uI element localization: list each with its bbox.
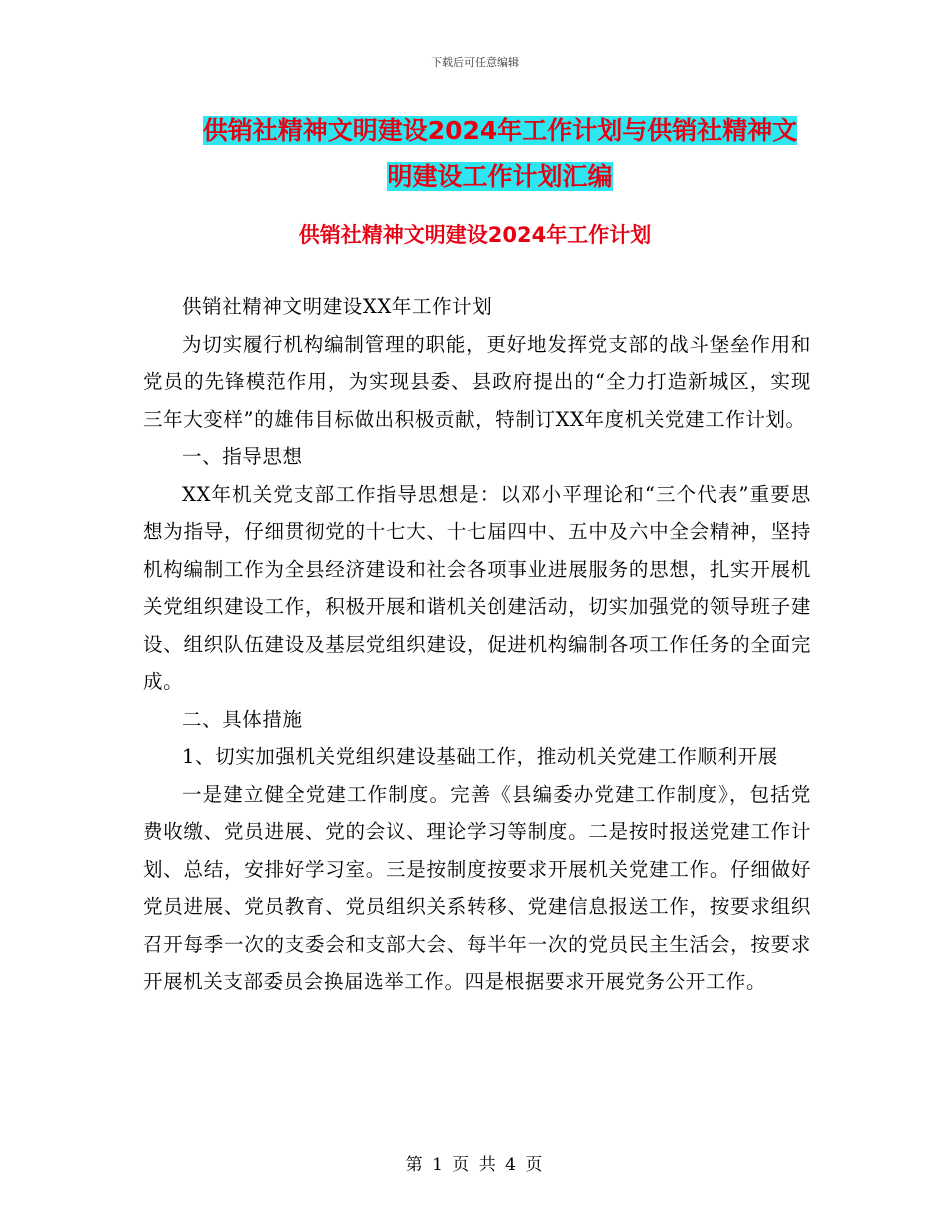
document-body: [143, 288, 811, 1001]
heading-guiding-thought: 一、指导思想: [182, 445, 303, 468]
heading-measure-1: 1、切实加强机关党组织建设基础工作，推动机关党建工作顺利开展: [182, 745, 778, 768]
document-title-line1: 供销社精神文明建设2024年工作计划与供销社精神文: [202, 116, 798, 145]
paragraph-intro: 为切实履行机构编制管理的职能，更好地发挥党支部的战斗堡垒作用和党员的先锋模范作用，为实现县委、县政府提出的“全力打造新城区，实现三年大变样”的雄伟目标做出积极贡献，特制订XX年度机关党建工作计划。: [143, 332, 811, 431]
header-note: 下载后可任意编辑: [431, 56, 519, 69]
paragraph-plan-name: 供销社精神文明建设XX年工作计划: [182, 295, 493, 318]
paragraph-guiding-thought: XX年机关党支部工作指导思想是：以邓小平理论和“三个代表”重要思想为指导，仔细贯彻党的十七大、十七届四中、五中及六中全会精神，坚持机构编制工作为全县经济建设和社会各项事业进展服务的思想，扎实开展机关党组织建设工作，积极开展和谐机关创建活动，切实加强党的领导班子建设、组织队伍建设及基层党组织建设，促进机构编制各项工作任务的全面完成。: [143, 482, 811, 693]
page-number: 第 1 页 共 4 页: [405, 1155, 545, 1175]
paragraph-measure-1: 一是建立健全党建工作制度。完善《县编委办党建工作制度》，包括党费收缴、党员进展、党的会议、理论学习等制度。二是按时报送党建工作计划、总结，安排好学习室。三是按制度按要求开展机关党建工作。仔细做好党员进展、党员教育、党员组织关系转移、党建信息报送工作，按要求组织召开每季一次的支委会和支部大会、每半年一次的党员民主生活会，按要求开展机关支部委员会换届选举工作。四是根据要求开展党务公开工作。: [143, 782, 811, 993]
document-title: [180, 108, 820, 200]
heading-measures: 二、具体措施: [182, 707, 303, 731]
section-title: 供销社精神文明建设2024年工作计划: [298, 223, 652, 247]
document-title-line2: 明建设工作计划汇编: [387, 162, 613, 191]
